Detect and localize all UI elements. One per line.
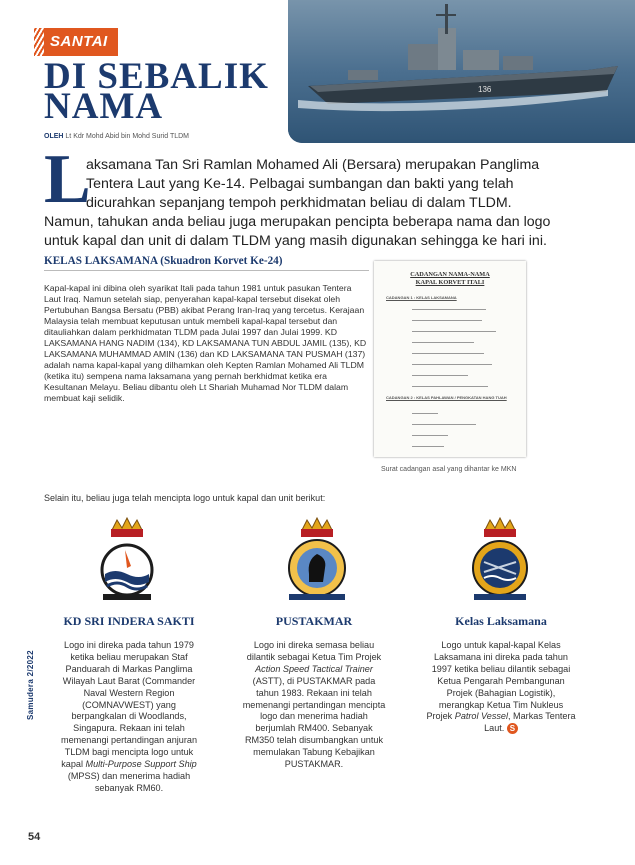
doc-line: [412, 342, 474, 343]
hull-number: 136: [478, 85, 492, 94]
ship-photo: [288, 0, 635, 143]
title-line-1: DI SEBALIK: [44, 56, 269, 97]
doc-line: [412, 435, 448, 436]
column-2-title: PUSTAKMAR: [275, 614, 353, 628]
intro-line-3: dicurahkan sepanjang tempoh perkhidmatan beliau di dalam TLDM.: [86, 195, 512, 211]
logos-intro: Selain itu, beliau juga telah mencipta logo untuk kapal dan unit berikut:: [44, 493, 326, 503]
doc-line: [412, 331, 496, 332]
section-body: Kapal-kapal ini dibina oleh syarikat Itali pada tahun 1981 untuk pasukan Tentera Laut Iraq. Namun setelah siap, penyerahan kapal-kapal tersebut disekat oleh Pertubuhan Bangsa Bersatu (PBB) akibat Perang Iran-Iraq yang tercetus. Kerajaan Malaysia telah membuat keputusan untuk membeli kapal-kapal tersebut dan ditauliahkan dalam perkhidmatan TLDM pada Julai 1997 dan Julai 1999. KD LAKSAMANA HANG NADIM (134), KD LAKSAMANA TUN ABDUL JAMIL (135), KD LAKSAMANA MUHAMMAD AMIN (136) dan KD LAKSAMANA TAN PUSMAH (137) adalah nama kapal-kapal yang dilhamkan oleh Kepten Ramlan Mohamed Ali TLDM (ketika itu) sempena nama laksamana yang pernah berkhidmat ketika era Kesultanan Melayu. Beliau dibantu oleh Lt Shariah Muhamad Nor TLDM dalam membuat kaji selidik.: [44, 283, 367, 403]
column-3-text: [425, 640, 577, 735]
intro-paragraph: [44, 141, 614, 251]
column-1-title: KD SRI INDERA SAKTI: [63, 614, 195, 628]
section-heading: KELAS LAKSAMANA (Skuadron Korvet Ke-24): [44, 255, 283, 267]
intro-line-5: untuk kapal dan unit di dalam TLDM yang masih digunakan sehingga ke hari ini.: [44, 233, 547, 249]
column-3-italic: Patrol Vessel: [454, 711, 508, 722]
doc-line: [412, 353, 484, 354]
byline-author: Lt Kdr Mohd Abid bin Mohd Surid TLDM: [65, 133, 190, 140]
proposal-letter-image: [374, 261, 526, 457]
doc-title-line-1: CADANGAN NAMA-NAMA: [410, 271, 490, 278]
doc-line: [412, 364, 492, 365]
intro-line-1: aksamana Tan Sri Ramlan Mohamed Ali (Bersara) merupakan Panglima: [86, 157, 540, 173]
byline: [44, 133, 189, 140]
byline-label: OLEH: [44, 133, 64, 140]
column-2-body: (ASTT), di PUSTAKMAR pada tahun 1983. Rekaan ini telah memenangi pertandingan mencipta logo dan menerima hadiah berjumlah RM400. Sebanyak RM350 telah disumbangkan untuk memulakan Tabung Kebajikan PUSTAKMAR.: [242, 675, 386, 770]
intro-line-2: Tentera Laut yang Ke-14. Pelbagai sumbangan dan bakti yang telah: [86, 176, 514, 192]
intro-line-4: Namun, tahukan anda beliau juga merupakan pencipta beberapa nama dan logo: [44, 214, 551, 230]
section-divider: [44, 270, 369, 271]
column-1-text: [60, 640, 198, 795]
doc-line: [412, 309, 486, 310]
doc-line: [412, 386, 488, 387]
drop-cap: L: [44, 141, 91, 218]
column-2-body-start: Logo ini direka semasa beliau dilantik sebagai Ketua Tim Projek: [246, 640, 382, 662]
ship-illustration: [288, 0, 635, 143]
column-3-body: Logo untuk kapal-kapal Kelas Laksamana ini direka pada tahun 1997 ketika beliau dilantik sebagai Ketua Pengarah Pembangunan Projek (Bahagian Logistik), merangkap Ketua Tim Nukleus Projek: [426, 640, 571, 722]
doc-line: [412, 320, 482, 321]
kelas-laksamana-logo: [470, 516, 530, 608]
page-number: 54: [28, 831, 41, 843]
column-1-italic: Multi-Purpose Support Ship: [85, 759, 197, 770]
end-mark-icon: S: [507, 723, 518, 734]
section-tag: SANTAI: [44, 28, 118, 56]
column-1-body: Logo ini direka pada tahun 1979 ketika beliau merupakan Staf Panduarah di Markas Panglima Wilayah Laut Barat (Commander Naval Western Region (COMNAVWEST) yang berpangkalan di Woodlands, Singapura. Rekaan ini telah memenangi pertandingan anjuran TLDM bagi mencipta logo untuk kapal: [61, 640, 197, 770]
doc-title: [394, 271, 506, 287]
doc-line: [412, 413, 438, 414]
image-caption: Surat cadangan asal yang dihantar ke MKN: [381, 466, 517, 473]
doc-subheading-2: CADANGAN 2 : KELAS PAHLAWAN / PENGKATAN HANG TUAH: [386, 395, 507, 400]
magazine-issue: Samudera 2/2022: [26, 650, 35, 720]
sri-indera-sakti-logo: [97, 516, 157, 608]
doc-line: [412, 375, 468, 376]
pustakmar-logo: [283, 516, 343, 608]
column-3-body-end: , Markas Tentera Laut.: [484, 711, 576, 734]
column-2-text: [241, 640, 387, 771]
doc-subheading-1: CADANGAN 1 : KELAS LAKSAMANA: [386, 295, 457, 300]
doc-title-line-2: KAPAL KORVET ITALI: [415, 279, 485, 286]
title-line-2: NAMA: [44, 86, 164, 127]
column-3-title: Kelas Laksamana: [455, 614, 547, 628]
column-2-italic: Action Speed Tactical Trainer: [255, 663, 373, 674]
column-1-body-end: (MPSS) dan menerima hadiah sebanyak RM60.: [67, 770, 191, 793]
tag-stripe: [34, 28, 44, 56]
page-title: [44, 56, 284, 127]
doc-line: [412, 424, 476, 425]
doc-line: [412, 446, 444, 447]
